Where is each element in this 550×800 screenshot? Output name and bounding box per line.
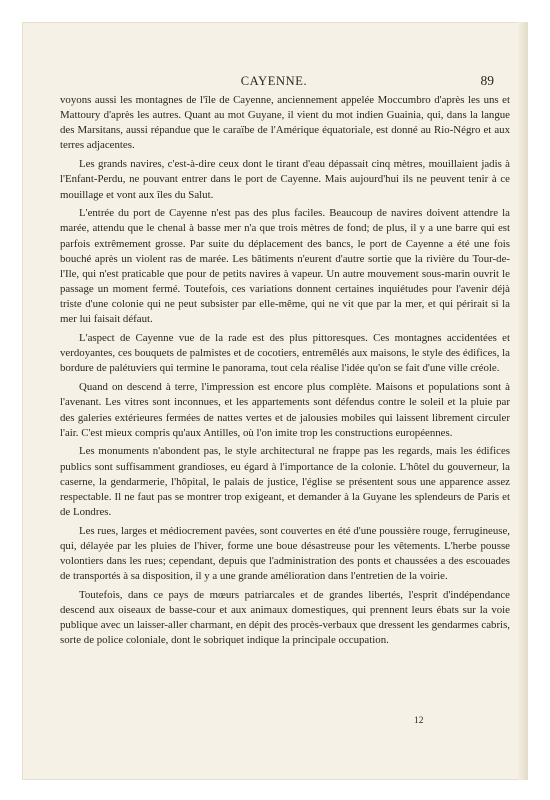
paragraph-5: Quand on descend à terre, l'impression est encore plus complète. Maisons et populations sont à l'avenant. Les vitres sont inconnues, et les appartements sont défendus contre le soleil et la pluie par des galeries extérieures fermées de nattes vertes et de jalousies mobiles qui laissent librement circuler l'air. C'est mieux compris qu'aux Antilles, où l'on imite trop les constructions européennes. [60,381,510,439]
paragraph-8: Toutefois, dans ce pays de mœurs patriarcales et de grandes libertés, l'esprit d'indépendance descend aux oiseaux de basse-cour et aux animaux domestiques, qui prennent leurs ébats sur la voie publique avec un laisser-aller charmant, en dépit des procès-verbaux que dressent les gendarmes cabris, sorte de police coloniale, dont le sobriquet indique la principale occupation. [60,589,510,647]
paragraph-3: L'entrée du port de Cayenne n'est pas des plus faciles. Beaucoup de navires doivent attendre la marée, attendu que le chenal à basse mer n'a que trois mètres de fond; de plus, il y a une barre qui est parfois extrêmement grosse. Par suite du déplacement des bancs, le port de Cayenne a été une fois bouché après un violent ras de marée. Les bâtiments n'eurent d'autre sortie que la rivière du Tour-de-l'Ile, qui n'est praticable que pour de petits navires à vapeur. Un autre mouvement sous-marin ouvrit le passage un moment fermé. Toutefois, ces variations donnent certaines inquiétudes pour l'avenir déjà triste d'une colonie qui ne peut subsister par elle-même, qui ne vit que par la mer, et qui périrait si la mer lui faisait défaut. [60,207,510,326]
page-header [62,73,494,90]
running-title: CAYENNE. [240,74,308,88]
page-edge-shadow [518,22,528,780]
page-body-text [60,93,510,652]
paragraph-7: Les rues, larges et médiocrement pavées, sont couvertes en été d'une poussière rouge, ferrugineuse, qui, délayée par les pluies de l'hiver, forme une boue désastreuse pour les vêtements. L'herbe pousse volontiers dans les rues; cependant, depuis que l'administration des ponts et chaussées a des escouades de transportés à sa disposition, il y a une grande amélioration dans l'entretien de la voirie. [60,524,510,583]
signature-mark: 12 [414,716,424,726]
paragraph-2: Les grands navires, c'est-à-dire ceux dont le tirant d'eau dépassait cinq mètres, mouillaient jadis à l'Enfant-Perdu, ne pouvant entrer dans le port de Cayenne. Mais aujourd'hui ils ne peuvent tenir à ce mouillage et vont aux îles du Salut. [60,158,510,201]
paragraph-1: voyons aussi les montagnes de l'île de Cayenne, anciennement appelée Moccumbro d'après les uns et Mattoury d'après les autres. Quant au mot Guyane, il vient du mot indien Guainia, qui, dans la langue des Marsitans, aussi répandue que le caraïbe de l'Amérique équatoriale, est donné au Rio-Négro et aux terres adjacentes. [60,94,510,152]
page-number: 89 [480,73,494,88]
paragraph-6: Les monuments n'abondent pas, le style architectural ne frappe pas les regards, mais les édifices publics sont suffisamment grandioses, eu égard à l'importance de la colonie. L'hôtel du gouverneur, la caserne, la gendarmerie, l'hôpital, le palais de justice, l'église se présentent sous une apparence assez respectable. Il ne faut pas se montrer trop exigeant, et demander à la Guyane les splendeurs de Paris et de Londres. [60,445,510,519]
paragraph-4: L'aspect de Cayenne vue de la rade est des plus pittoresques. Ces montagnes accidentées et verdoyantes, ces bouquets de palmistes et de cocotiers, entremêlés aux maisons, le style des édifices, la bordure de palétuviers qui termine le panorama, tout cela réalise l'idée qu'on se fait d'une ville créole. [60,332,510,375]
book-page [22,22,528,780]
